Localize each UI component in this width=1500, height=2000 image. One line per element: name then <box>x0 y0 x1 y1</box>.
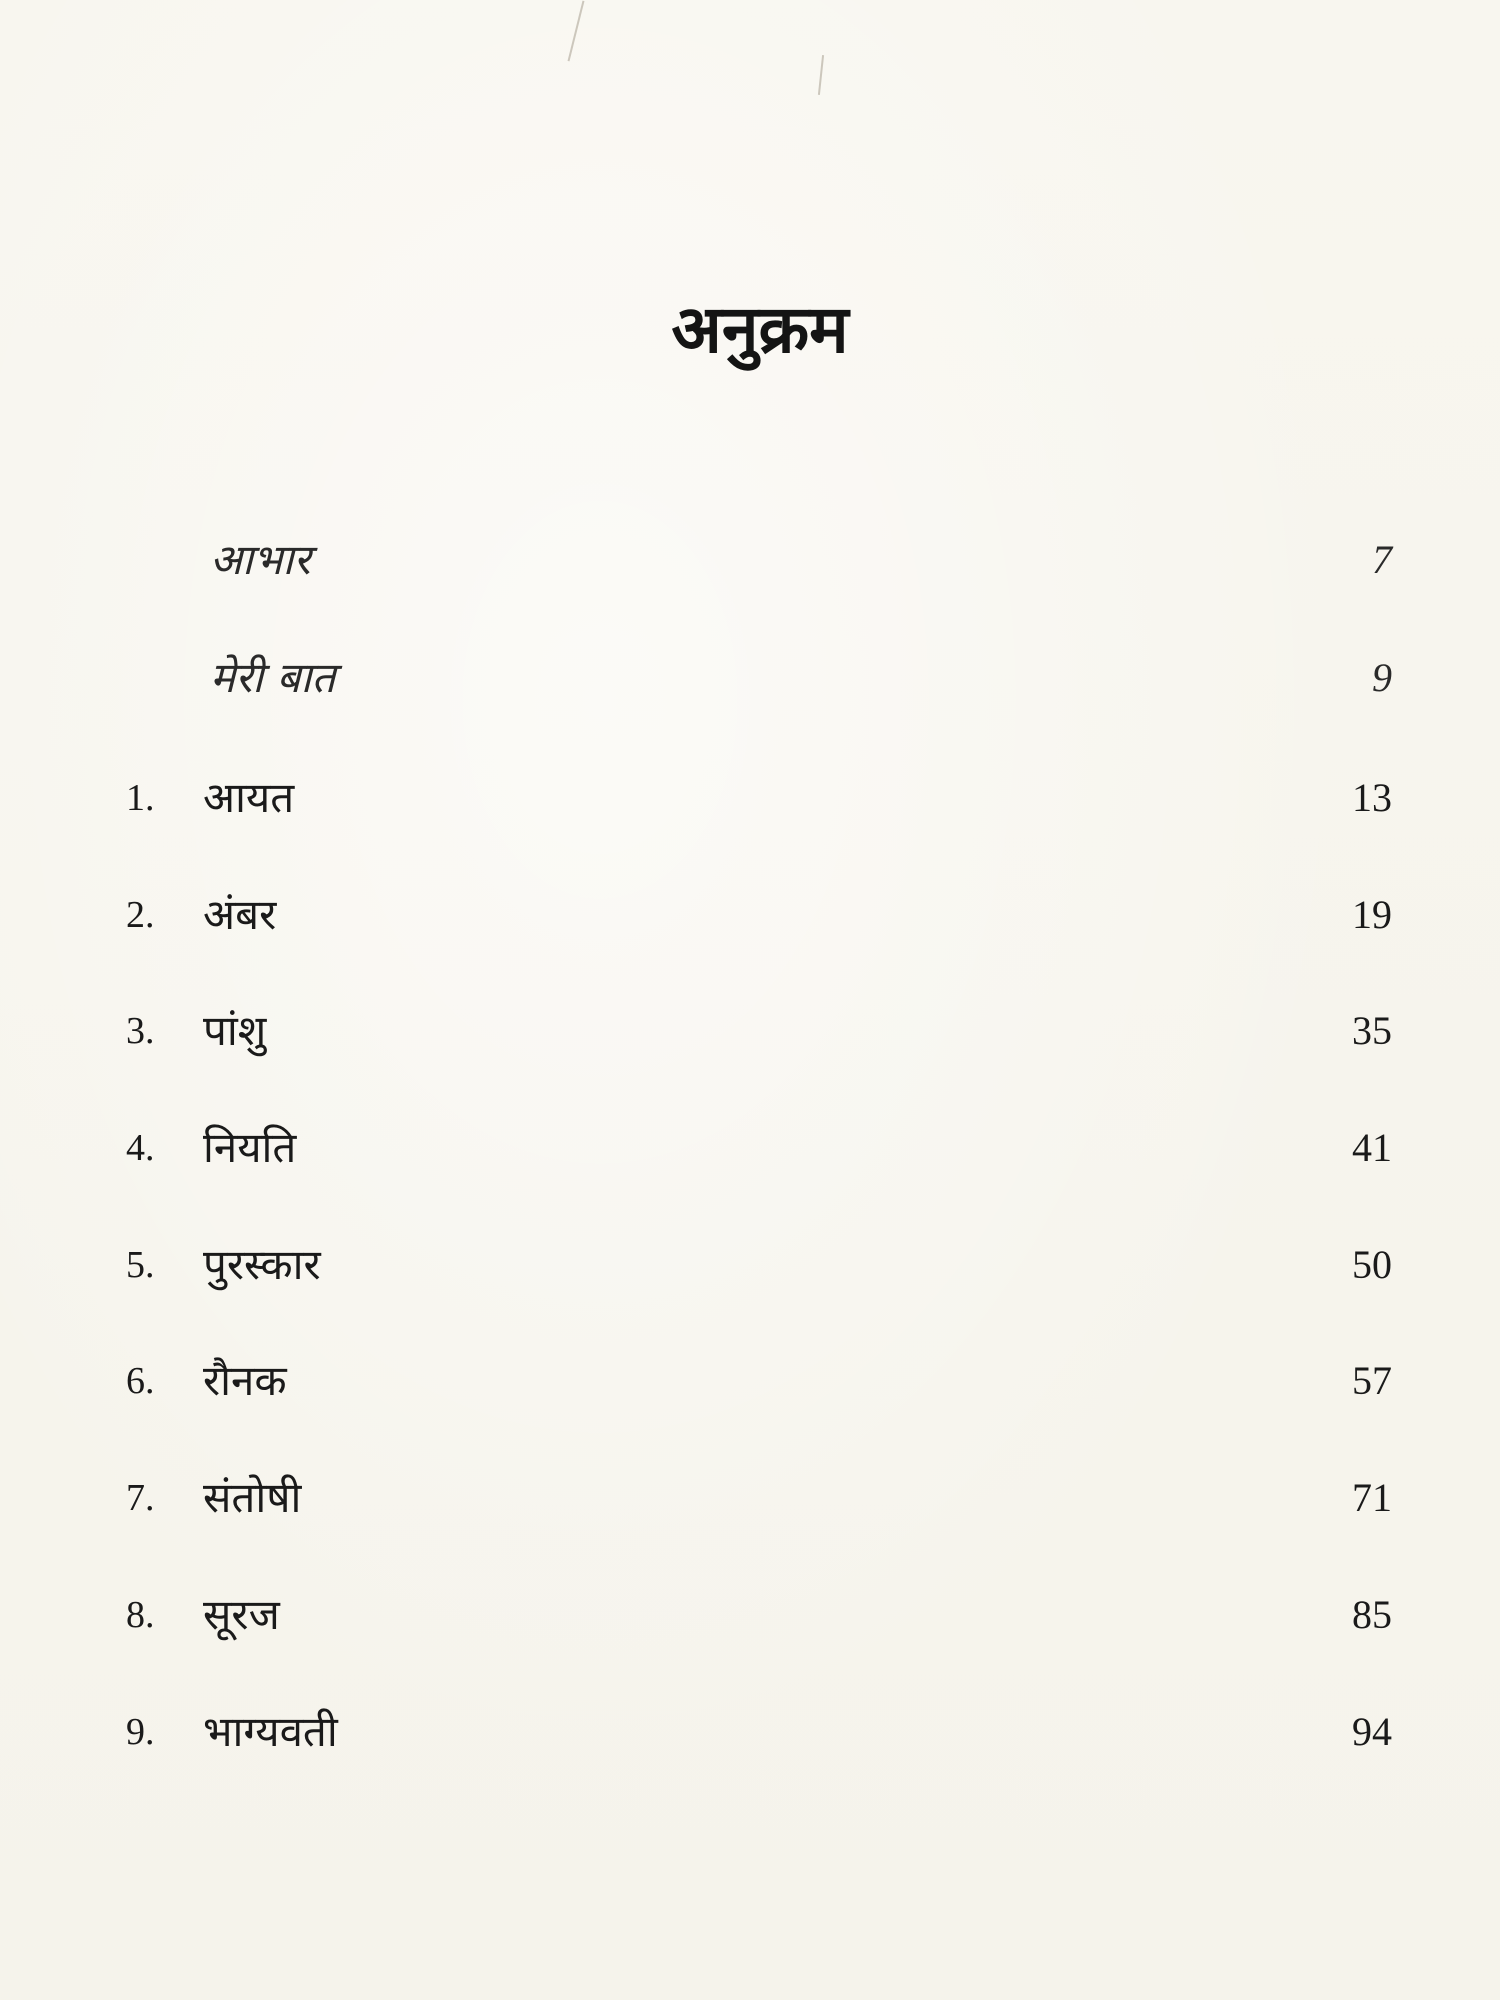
toc-page-number: 85 <box>1352 1592 1392 1637</box>
toc-row <box>0 1346 1500 1416</box>
toc-label: नियति <box>203 1123 297 1172</box>
toc-chapter-number: 3. <box>126 1010 155 1052</box>
toc-label: सूरज <box>203 1590 280 1639</box>
toc-row <box>0 1697 1500 1767</box>
toc-page-number: 41 <box>1352 1125 1392 1170</box>
toc-page-number: 7 <box>1372 537 1392 582</box>
toc-row <box>0 1463 1500 1533</box>
toc-row-acknowledgement <box>0 525 1500 595</box>
toc-row <box>0 1580 1500 1650</box>
toc-page-number: 50 <box>1352 1242 1392 1287</box>
toc-page-number: 94 <box>1352 1709 1392 1754</box>
toc-row <box>0 1113 1500 1183</box>
toc-page-number: 9 <box>1372 655 1392 700</box>
toc-chapter-number: 1. <box>126 777 155 819</box>
toc-page-number: 13 <box>1352 775 1392 820</box>
toc-row <box>0 1230 1500 1300</box>
toc-chapter-number: 4. <box>126 1127 155 1169</box>
toc-page-number: 71 <box>1352 1475 1392 1520</box>
toc-label: रौनक <box>203 1356 287 1405</box>
toc-row-preface <box>0 643 1500 713</box>
toc-label: संतोषी <box>203 1473 302 1522</box>
page-title: अनुक्रम <box>671 291 849 368</box>
toc-label: आयत <box>203 773 295 822</box>
toc-chapter-number: 8. <box>126 1594 155 1636</box>
toc-chapter-number: 7. <box>126 1477 155 1519</box>
toc-label: मेरी बात <box>210 653 336 702</box>
toc-page-number: 19 <box>1352 892 1392 937</box>
toc-row <box>0 880 1500 950</box>
toc-label: पांशु <box>203 1006 267 1055</box>
toc-chapter-number: 6. <box>126 1360 155 1402</box>
toc-chapter-number: 2. <box>126 894 155 936</box>
toc-label: आभार <box>210 535 311 584</box>
toc-label: पुरस्कार <box>203 1240 321 1289</box>
toc-label: भाग्यवती <box>203 1707 338 1756</box>
toc-chapter-number: 9. <box>126 1711 155 1753</box>
toc-chapter-number: 5. <box>126 1244 155 1286</box>
toc-page-number: 35 <box>1352 1008 1392 1053</box>
toc-label: अंबर <box>203 890 277 939</box>
toc-row <box>0 763 1500 833</box>
toc-page-number: 57 <box>1352 1358 1392 1403</box>
toc-row <box>0 996 1500 1066</box>
